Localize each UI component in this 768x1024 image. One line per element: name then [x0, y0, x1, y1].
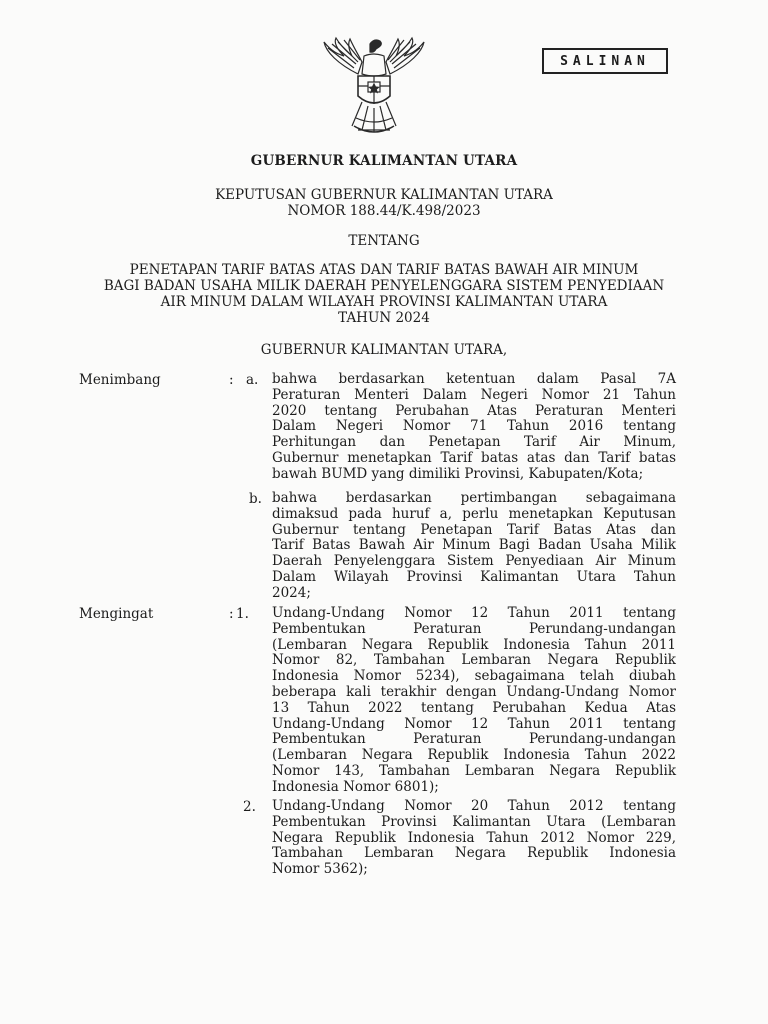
item-marker: 2.	[243, 799, 256, 815]
paragraph-line: (Lembaran Negara Republik Indonesia Tahun 2022	[272, 747, 676, 764]
paragraph-line: Dalam Wilayah Provinsi Kalimantan Utara Tahun	[272, 568, 676, 585]
paragraph-line: 2020 tentang Perubahan Atas Peraturan Menteri	[272, 402, 676, 419]
tentang-heading: TENTANG	[348, 233, 420, 249]
mengingat-colon: :	[229, 606, 234, 622]
issuer-heading: GUBERNUR KALIMANTAN UTARA	[250, 153, 518, 169]
subject-line: BAGI BADAN USAHA MILIK DAERAH PENYELENGGARA SISTEM PENYEDIAAN	[103, 278, 665, 294]
decree-heading	[0, 187, 768, 219]
subject-line: PENETAPAN TARIF BATAS ATAS DAN TARIF BATAS BAWAH AIR MINUM	[129, 262, 639, 278]
paragraph-line: 13 Tahun 2022 tentang Perubahan Kedua Atas	[272, 699, 676, 716]
paragraph-line: bahwa berdasarkan ketentuan dalam Pasal 7A	[272, 371, 676, 387]
mengingat-item-1	[272, 606, 676, 796]
paragraph-line: Undang-Undang Nomor 12 Tahun 2011 tentang	[272, 605, 676, 621]
subject-line: AIR MINUM DALAM WILAYAH PROVINSI KALIMANTAN UTARA	[160, 294, 608, 310]
paragraph-line: Nomor 143, Tambahan Lembaran Negara Republik	[272, 762, 676, 779]
item-marker: a.	[246, 372, 259, 388]
paragraph-line: Pembentukan Peraturan Perundang-undangan	[272, 731, 676, 748]
menimbang-colon: :	[229, 372, 234, 388]
paragraph-line: Dalam Negeri Nomor 71 Tahun 2016 tentang	[272, 418, 676, 435]
paragraph-line: Gubernur menetapkan Tarif batas atas dan Tarif batas	[272, 449, 676, 466]
paragraph-line: Nomor 82, Tambahan Lembaran Negara Republik	[272, 652, 676, 669]
menimbang-item-b	[272, 491, 676, 602]
paragraph-line: Perhitungan dan Penetapan Tarif Air Minum,	[272, 434, 676, 451]
subject-line: TAHUN 2024	[338, 310, 430, 326]
paragraph-line: Pembentukan Provinsi Kalimantan Utara (Lembaran	[272, 813, 676, 830]
paragraph-line: Peraturan Menteri Dalam Negeri Nomor 21 Tahun	[272, 386, 676, 403]
paragraph-line: Gubernur tentang Penetapan Tarif Batas Atas dan	[272, 521, 676, 538]
salinan-stamp: SALINAN	[542, 48, 668, 74]
garuda-emblem-icon	[318, 34, 430, 140]
menimbang-item-a	[272, 372, 676, 483]
decree-subject	[0, 262, 768, 326]
mengingat-item-2	[272, 799, 676, 878]
menimbang-label: Menimbang	[79, 372, 161, 388]
paragraph-line: Indonesia Nomor 6801);	[272, 778, 439, 795]
paragraph-line: Tambahan Lembaran Negara Republik Indonesia	[272, 845, 676, 862]
item-marker: 1.	[236, 606, 249, 622]
paragraph-line: (Lembaran Negara Republik Indonesia Tahun 2011	[272, 636, 676, 653]
paragraph-line: Negara Republik Indonesia Tahun 2012 Nomor 229,	[272, 829, 676, 846]
paragraph-line: Pembentukan Peraturan Perundang-undangan	[272, 620, 676, 637]
decree-number: NOMOR 188.44/K.498/2023	[287, 203, 481, 219]
paragraph-line: Undang-Undang Nomor 20 Tahun 2012 tentang	[272, 798, 676, 814]
mengingat-label: Mengingat	[79, 606, 154, 622]
item-marker: b.	[249, 491, 262, 507]
paragraph-line: 2024;	[272, 584, 311, 601]
addressee-line: GUBERNUR KALIMANTAN UTARA,	[260, 342, 508, 358]
paragraph-line: bawah BUMD yang dimiliki Provinsi, Kabupaten/Kota;	[272, 465, 644, 482]
paragraph-line: Indonesia Nomor 5234), sebagaimana telah diubah	[272, 668, 676, 685]
paragraph-line: beberapa kali terakhir dengan Undang-Undang Nomor	[272, 683, 676, 700]
paragraph-line: Nomor 5362);	[272, 861, 368, 878]
paragraph-line: dimaksud pada huruf a, perlu menetapkan Keputusan	[272, 505, 676, 522]
paragraph-line: Undang-Undang Nomor 12 Tahun 2011 tentang	[272, 715, 676, 732]
paragraph-line: bahwa berdasarkan pertimbangan sebagaimana	[272, 490, 676, 506]
paragraph-line: Tarif Batas Bawah Air Minum Bagi Badan Usaha Milik	[272, 537, 676, 554]
paragraph-line: Daerah Penyelenggara Sistem Penyediaan Air Minum	[272, 553, 676, 570]
decree-title: KEPUTUSAN GUBERNUR KALIMANTAN UTARA	[215, 187, 553, 203]
